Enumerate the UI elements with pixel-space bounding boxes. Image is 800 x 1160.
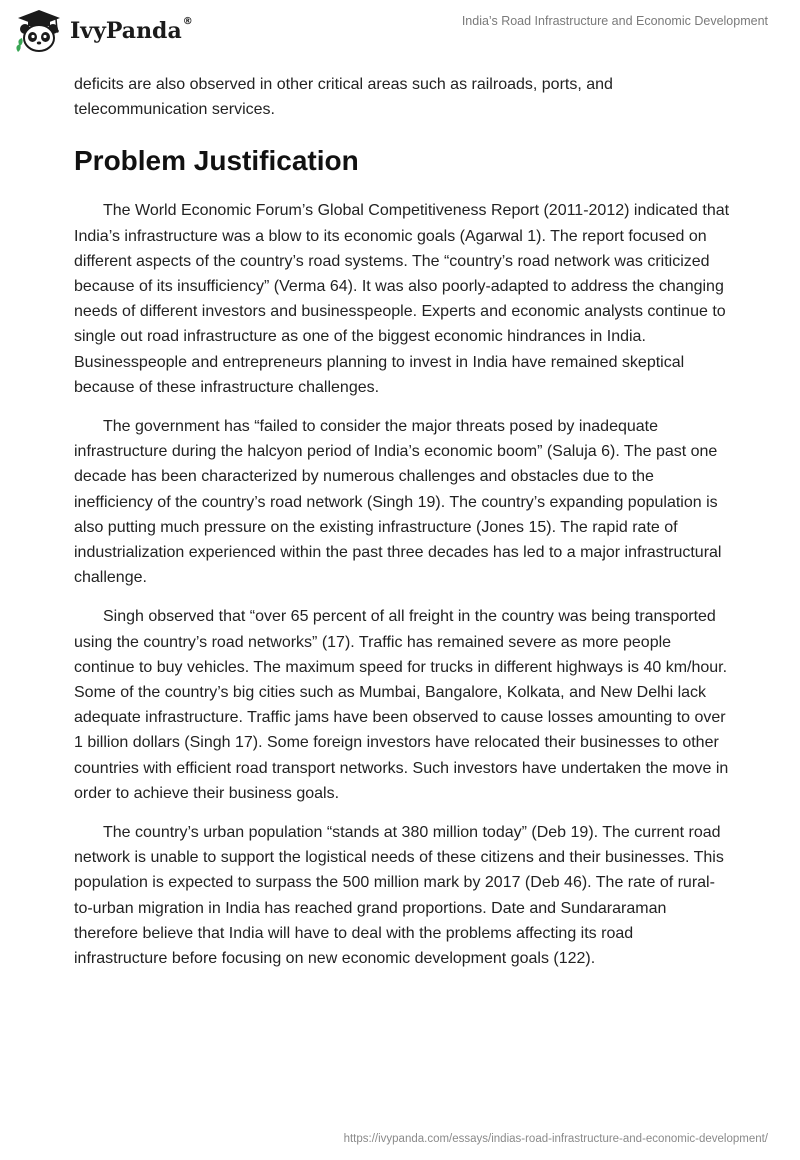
brand-name: IvyPanda® — [70, 16, 193, 44]
continuation-paragraph: deficits are also observed in other critical areas such as railroads, ports, and telecommunication services. — [74, 76, 613, 119]
paragraph: The country’s urban population “stands at 380 million today” (Deb 19). The current road network is unable to support the logistical needs of these citizens and their businesses. This population is expected to surpass the 500 million mark by 2017 (Deb 46). The rate of rural-to-urban migration in India has reached grand proportions. Date and Sundararaman therefore believe that India will have to deal with the problems affecting its road infrastructure before focusing on new economic development goals (122). — [74, 824, 724, 968]
paragraph: The World Economic Forum’s Global Competitiveness Report (2011-2012) indicated that India’s infrastructure was a blow to its economic goals (Agarwal 1). The report focused on different aspects of the country’s road systems. The “country’s road network was criticized because of its insufficiency” (Verma 64). It was also poorly-adapted to address the changing needs of different investors and businesspeople. Experts and economic analysts continue to single out road infrastructure as one of the biggest economic hindrances in India. Businesspeople and entrepreneurs planning to invest in India have remained skeptical because of these infrastructure challenges. — [74, 202, 730, 396]
registered-mark: ® — [182, 16, 193, 27]
paragraph: Singh observed that “over 65 percent of all freight in the country was being transported using the country’s road networks” (17). Traffic has remained severe as more people continue to buy vehicles. The maximum speed for trucks in different highways is 40 km/hour. Some of the country’s big cities such as Mumbai, Bangalore, Kolkata, and New Delhi lack adequate infrastructure. Traffic jams have been observed to cause losses amounting to over 1 billion dollars (Singh 17). Some foreign investors have relocated their businesses to other countries with efficient road transport networks. Such investors have undertaken the move in order to achieve their business goals. — [74, 608, 729, 802]
article-body — [74, 72, 730, 985]
source-url[interactable]: https://ivypanda.com/essays/indias-road-infrastructure-and-economic-development/ — [343, 1133, 768, 1145]
ivypanda-logo[interactable] — [14, 8, 193, 54]
paragraph: The government has “failed to consider the major threats posed by inadequate infrastructure during the halcyon period of India’s economic boom” (Saluja 6). The past one decade has been characterized by numerous challenges and obstacles due to the inefficiency of the country’s road network (Singh 19). The country’s expanding population is also putting much pressure on the existing infrastructure (Jones 15). The rapid rate of industrialization experienced within the past three decades has led to a major infrastructural challenge. — [74, 418, 722, 587]
document-title: India’s Road Infrastructure and Economic Development — [461, 14, 768, 28]
page-header — [0, 0, 800, 60]
section-heading: Problem Justification — [74, 145, 359, 177]
panda-graduate-icon — [14, 8, 64, 54]
